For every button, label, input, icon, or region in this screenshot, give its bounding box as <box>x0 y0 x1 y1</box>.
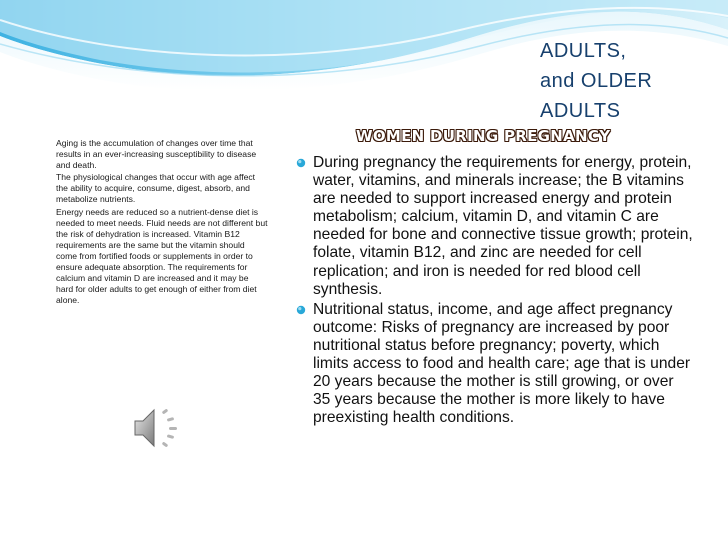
left-paragraph: Aging is the accumulation of changes over time that results in an ever-increasing susceptibility to disease and death. <box>56 138 257 171</box>
title-line: ADULTS <box>540 100 621 122</box>
title-line: ADULTS, <box>540 40 627 62</box>
speaker-icon[interactable] <box>132 405 184 451</box>
bullet-text: During pregnancy the requirements for energy, protein, water, vitamins, and minerals increase; the B vitamins are needed to support increased energy and protein metabolism; calcium, vitamin D, and vitamin C are needed for bone and connective tissue growth; protein, folate, vitamin B12, and zinc are needed for cell replication; and iron is needed for red blood cell synthesis. <box>313 154 693 298</box>
bullet-icon <box>295 304 307 316</box>
bullet-icon <box>295 157 307 169</box>
bullet-item <box>295 301 695 428</box>
title-line: and OLDER <box>540 70 653 92</box>
left-paragraph: Energy needs are reduced so a nutrient-dense diet is needed to meet needs. Fluid needs are not different but the risk of dehydration is increased. Vitamin B12 requirements are the same but the vitamin should come from fortified foods or supplements in order to ensure adequate absorption. The requirements for calcium and vitamin D are increased and it may be hard for older adults to get enough of either from diet alone. <box>56 206 268 306</box>
bullet-text: Nutritional status, income, and age affect pregnancy outcome: Risks of pregnancy are increased by poor nutritional status before pregnancy; poverty, which limits access to food and health care; age that is under 20 years because the mother is still growing, or over 35 years because the mother is more likely to have preexisting health conditions. <box>313 300 691 427</box>
bullet-list <box>295 154 695 429</box>
bullet-item <box>295 154 695 299</box>
left-paragraph: The physiological changes that occur with age affect the ability to acquire, consume, digest, absorb, and metabolize nutrients. <box>56 172 256 205</box>
slide-title <box>540 36 720 126</box>
section-subtitle: WOMEN DURING PREGNANCY <box>356 127 611 145</box>
left-text-block <box>56 138 268 307</box>
